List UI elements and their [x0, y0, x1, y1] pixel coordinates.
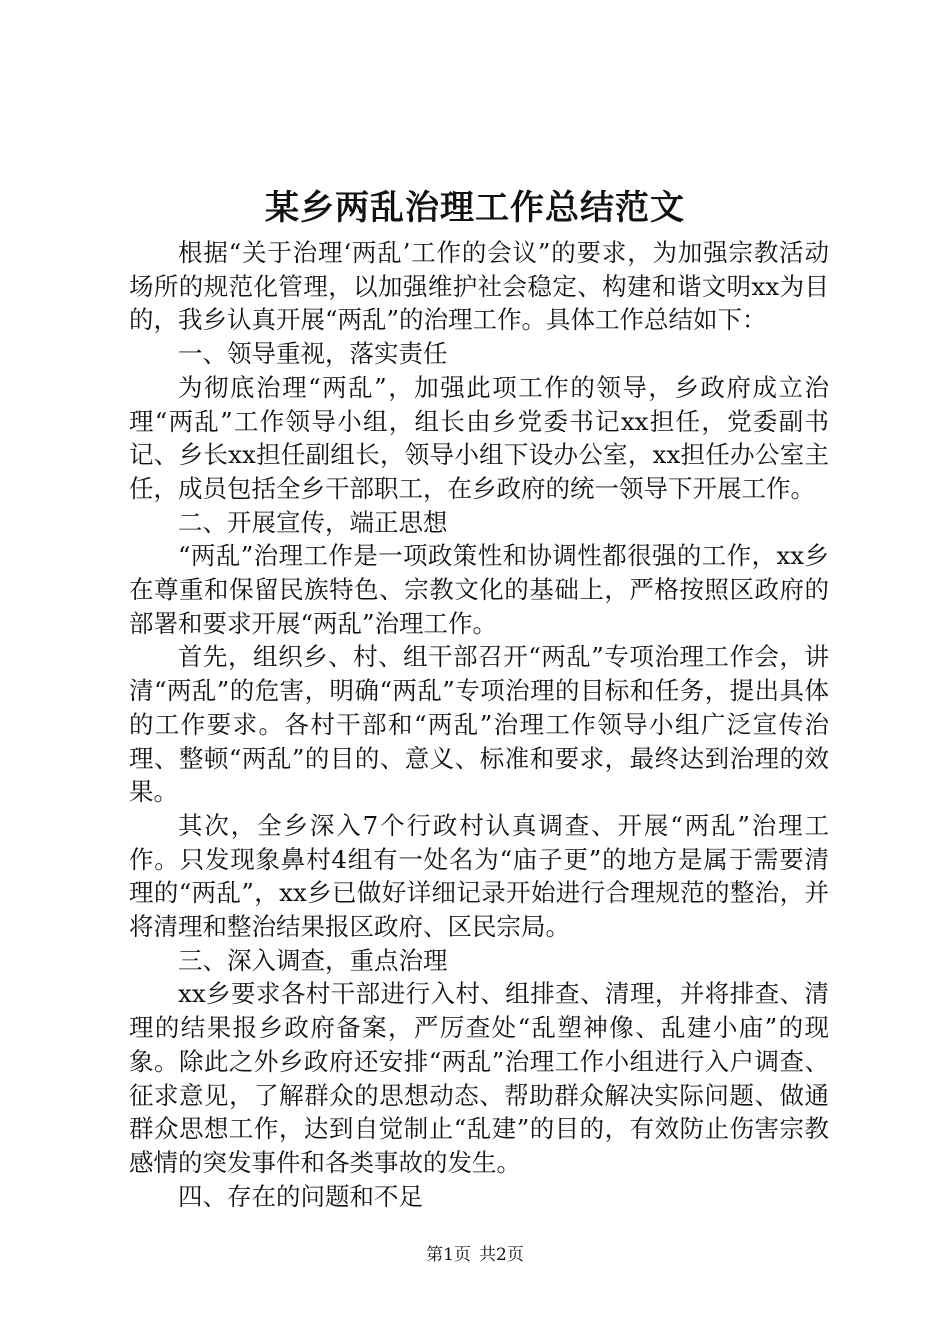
body-paragraph: 其次，全乡深入7个行政村认真调查、开展“两乱”治理工作。只发现象鼻村4组有一处名为“庙子更”的地方是属于需要清理的“两乱”，xx乡已做好详细记录开始进行合理规范的整治，并将清理和整治结果报区政府、区民宗局。 — [129, 810, 829, 942]
intro-paragraph: 根据“关于治理‘两乱’工作的会议”的要求，为加强宗教活动场所的规范化管理，以加强维护社会稳定、构建和谐文明xx为目的，我乡认真开展“两乱”的治理工作。具体工作总结如下： — [129, 238, 829, 335]
section-heading-4: 四、存在的问题和不足 — [178, 1181, 423, 1211]
body-paragraph: 首先，组织乡、村、组干部召开“两乱”专项治理工作会，讲清“两乱”的危害，明确“两乱”专项治理的目标和任务，提出具体的工作要求。各村干部和“两乱”治理工作领导小组广泛宣传治理、整顿“两乱”的目的、意义、标准和要求，最终达到治理的效果。 — [129, 642, 829, 807]
body-paragraph: xx乡要求各村干部进行入村、组排查、清理，并将排查、清理的结果报乡政府备案，严厉查处“乱塑神像、乱建小庙”的现象。除此之外乡政府还安排“两乱”治理工作小组进行入户调查、征求意见，了解群众的思想动态、帮助群众解决实际问题、做通群众思想工作，达到自觉制止“乱建”的目的，有效防止伤害宗教感情的突发事件和各类事故的发生。 — [129, 979, 829, 1177]
section-heading-1: 一、领导重视，落实责任 — [178, 339, 448, 369]
document-title: 某乡两乱治理工作总结范文 — [265, 188, 685, 228]
body-paragraph: 为彻底治理“两乱”，加强此项工作的领导，乡政府成立治理“两乱”工作领导小组，组长由乡党委书记xx担任，党委副书记、乡长xx担任副组长，领导小组下设办公室，xx担任办公室主任，成员包括全乡干部职工，在乡政府的统一领导下开展工作。 — [129, 372, 829, 503]
page-number-current: 第1页 — [426, 1245, 471, 1265]
body-paragraph: “两乱”治理工作是一项政策性和协调性都很强的工作，xx乡在尊重和保留民族特色、宗教文化的基础上，严格按照区政府的部署和要求开展“两乱”治理工作。 — [129, 541, 829, 638]
page-footer — [0, 1244, 950, 1266]
section-heading-2: 二、开展宣传，端正思想 — [178, 507, 448, 537]
page-number-total: 共2页 — [479, 1245, 524, 1265]
document-body — [129, 236, 829, 1213]
section-heading-3: 三、深入调查，重点治理 — [178, 945, 448, 975]
